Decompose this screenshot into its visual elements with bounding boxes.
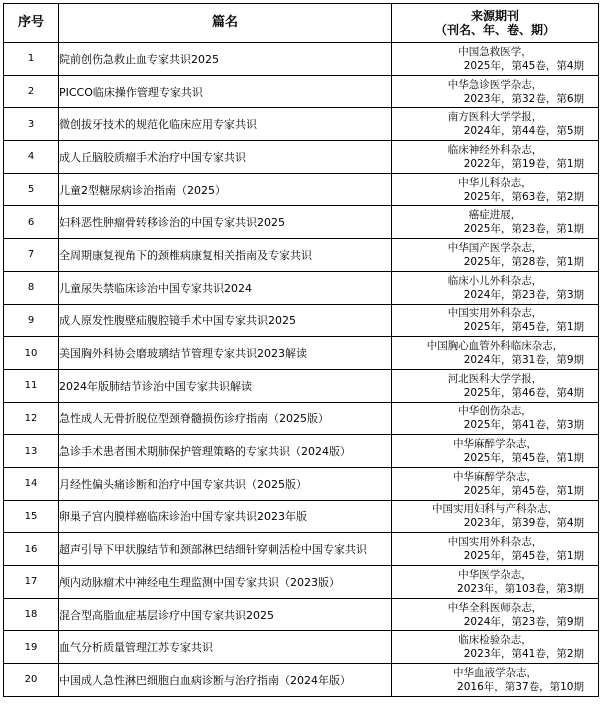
source-detail: 2023年，第41卷，第2期 <box>463 648 584 661</box>
source-detail: 2025年，第41卷，第3期 <box>463 419 584 432</box>
row-source <box>392 173 599 206</box>
table-row <box>4 500 599 533</box>
row-source <box>392 239 599 272</box>
row-title: 儿童2型糖尿病诊治指南（2025） <box>59 173 392 206</box>
table-row <box>4 664 599 697</box>
header-row <box>4 4 599 43</box>
source-journal: 中华儿科杂志， <box>458 176 532 189</box>
table-row <box>4 206 599 239</box>
header-source-line2: （刊名、年、卷、期） <box>434 23 555 37</box>
row-source <box>392 369 599 402</box>
row-source <box>392 206 599 239</box>
source-detail: 2024年，第23卷，第9期 <box>463 615 584 628</box>
source-journal: 临床神经外科杂志， <box>447 143 543 156</box>
row-source <box>392 108 599 141</box>
row-title: 成人原发性腹壁疝腹腔镜手术中国专家共识2025 <box>59 304 392 337</box>
source-journal: 中华麻醉学杂志， <box>453 470 537 483</box>
source-detail: 2025年，第45卷，第1期 <box>463 550 584 563</box>
source-journal: 中华创伤杂志， <box>458 405 532 418</box>
row-title: 超声引导下甲状腺结节和颈部淋巴结细针穿刺活检中国专家共识 <box>59 533 392 566</box>
table-row <box>4 369 599 402</box>
row-source <box>392 402 599 435</box>
header-title: 篇名 <box>59 4 392 43</box>
table-row <box>4 239 599 272</box>
row-number: 18 <box>4 598 59 631</box>
source-journal: 中国胸心血管外科临床杂志， <box>426 340 564 353</box>
source-journal: 河北医科大学学报， <box>447 372 543 385</box>
source-journal: 中华血液学杂志， <box>453 666 537 679</box>
row-number: 8 <box>4 271 59 304</box>
row-title: 颅内动脉瘤术中神经电生理监测中国专家共识（2023版） <box>59 566 392 599</box>
row-number: 17 <box>4 566 59 599</box>
reference-table <box>3 3 599 697</box>
row-number: 20 <box>4 664 59 697</box>
source-journal: 中华全科医师杂志， <box>447 601 543 614</box>
table-row <box>4 173 599 206</box>
row-number: 1 <box>4 43 59 76</box>
source-journal: 中华麻醉学杂志， <box>453 438 537 451</box>
row-title: 急诊手术患者围术期肺保护管理策略的专家共识（2024版） <box>59 435 392 468</box>
row-number: 4 <box>4 141 59 174</box>
row-source <box>392 435 599 468</box>
row-title: 全周期康复视角下的颈椎病康复相关指南及专家共识 <box>59 239 392 272</box>
row-source <box>392 631 599 664</box>
row-source <box>392 43 599 76</box>
source-detail: 2025年，第28卷，第1期 <box>463 255 584 268</box>
source-journal: 中华医学杂志， <box>458 568 532 581</box>
row-title: 院前创伤急救止血专家共识2025 <box>59 43 392 76</box>
table-row <box>4 271 599 304</box>
source-journal: 临床小儿外科杂志， <box>447 274 543 287</box>
row-title: 微创拔牙技术的规范化临床应用专家共识 <box>59 108 392 141</box>
row-title: 妇科恶性肿瘤骨转移诊治的中国专家共识2025 <box>59 206 392 239</box>
table-row <box>4 43 599 76</box>
row-source <box>392 304 599 337</box>
source-detail: 2025年，第45卷，第1期 <box>463 484 584 497</box>
table-row <box>4 435 599 468</box>
table-row <box>4 141 599 174</box>
table-row <box>4 75 599 108</box>
source-detail: 2025年，第45卷，第4期 <box>463 59 584 72</box>
header-source-line1: 来源期刊 <box>470 9 519 23</box>
row-number: 7 <box>4 239 59 272</box>
table-row <box>4 533 599 566</box>
row-number: 3 <box>4 108 59 141</box>
table-body <box>4 43 599 697</box>
source-journal: 南方医科大学学报， <box>447 111 543 124</box>
row-number: 15 <box>4 500 59 533</box>
source-detail: 2025年，第63卷，第2期 <box>463 190 584 203</box>
row-number: 6 <box>4 206 59 239</box>
row-number: 11 <box>4 369 59 402</box>
table-row <box>4 467 599 500</box>
source-detail: 2025年，第23卷，第1期 <box>463 223 584 236</box>
source-journal: 中华国产医学杂志， <box>447 241 543 254</box>
row-source <box>392 271 599 304</box>
row-number: 12 <box>4 402 59 435</box>
row-source <box>392 664 599 697</box>
row-number: 9 <box>4 304 59 337</box>
row-number: 10 <box>4 337 59 370</box>
source-detail: 2023年，第103卷，第3期 <box>457 582 584 595</box>
row-title: 儿童尿失禁临床诊治中国专家共识2024 <box>59 271 392 304</box>
source-journal: 中国实用外科杂志， <box>447 536 543 549</box>
row-title: 卵巢子宫内膜样癌临床诊治中国专家共识2023年版 <box>59 500 392 533</box>
table-row <box>4 337 599 370</box>
source-journal: 中华急诊医学杂志， <box>447 78 543 91</box>
table-row <box>4 304 599 337</box>
row-source <box>392 141 599 174</box>
source-detail: 2025年，第45卷，第1期 <box>463 321 584 334</box>
source-detail: 2024年，第23卷，第3期 <box>463 288 584 301</box>
header-source <box>392 4 599 43</box>
row-number: 13 <box>4 435 59 468</box>
table-row <box>4 566 599 599</box>
source-detail: 2025年，第46卷，第4期 <box>463 386 584 399</box>
row-source <box>392 467 599 500</box>
row-source <box>392 500 599 533</box>
row-source <box>392 533 599 566</box>
row-number: 16 <box>4 533 59 566</box>
source-journal: 癌症进展， <box>468 209 522 222</box>
row-title: 美国胸外科协会磨玻璃结节管理专家共识2023解读 <box>59 337 392 370</box>
row-number: 14 <box>4 467 59 500</box>
source-journal: 临床检验杂志， <box>458 634 532 647</box>
table-row <box>4 598 599 631</box>
row-number: 5 <box>4 173 59 206</box>
source-detail: 2023年，第39卷，第4期 <box>463 517 584 530</box>
header-num: 序号 <box>4 4 59 43</box>
source-detail: 2024年，第31卷，第9期 <box>463 354 584 367</box>
row-source <box>392 566 599 599</box>
row-number: 19 <box>4 631 59 664</box>
table-row <box>4 631 599 664</box>
row-title: 2024年版肺结节诊治中国专家共识解读 <box>59 369 392 402</box>
row-source <box>392 598 599 631</box>
row-title: 血气分析质量管理江苏专家共识 <box>59 631 392 664</box>
row-title: 成人丘脑胶质瘤手术治疗中国专家共识 <box>59 141 392 174</box>
row-number: 2 <box>4 75 59 108</box>
row-title: 混合型高脂血症基层诊疗中国专家共识2025 <box>59 598 392 631</box>
row-title: 急性成人无骨折脱位型颈脊髓损伤诊疗指南（2025版） <box>59 402 392 435</box>
table-row <box>4 108 599 141</box>
table-row <box>4 402 599 435</box>
source-journal: 中国急救医学， <box>458 45 532 58</box>
row-source <box>392 75 599 108</box>
row-title: 中国成人急性淋巴细胞白血病诊断与治疗指南（2024年版） <box>59 664 392 697</box>
row-source <box>392 337 599 370</box>
row-title: PICCO临床操作管理专家共识 <box>59 75 392 108</box>
source-detail: 2025年，第45卷，第1期 <box>463 452 584 465</box>
row-title: 月经性偏头痛诊断和治疗中国专家共识（2025版） <box>59 467 392 500</box>
source-journal: 中国实用妇科与产科杂志， <box>432 503 558 516</box>
source-detail: 2024年，第44卷，第5期 <box>463 125 584 138</box>
source-detail: 2016年，第37卷，第10期 <box>457 680 584 693</box>
source-detail: 2023年，第32卷，第6期 <box>463 92 584 105</box>
source-journal: 中国实用外科杂志， <box>447 307 543 320</box>
source-detail: 2022年，第19卷，第1期 <box>463 157 584 170</box>
